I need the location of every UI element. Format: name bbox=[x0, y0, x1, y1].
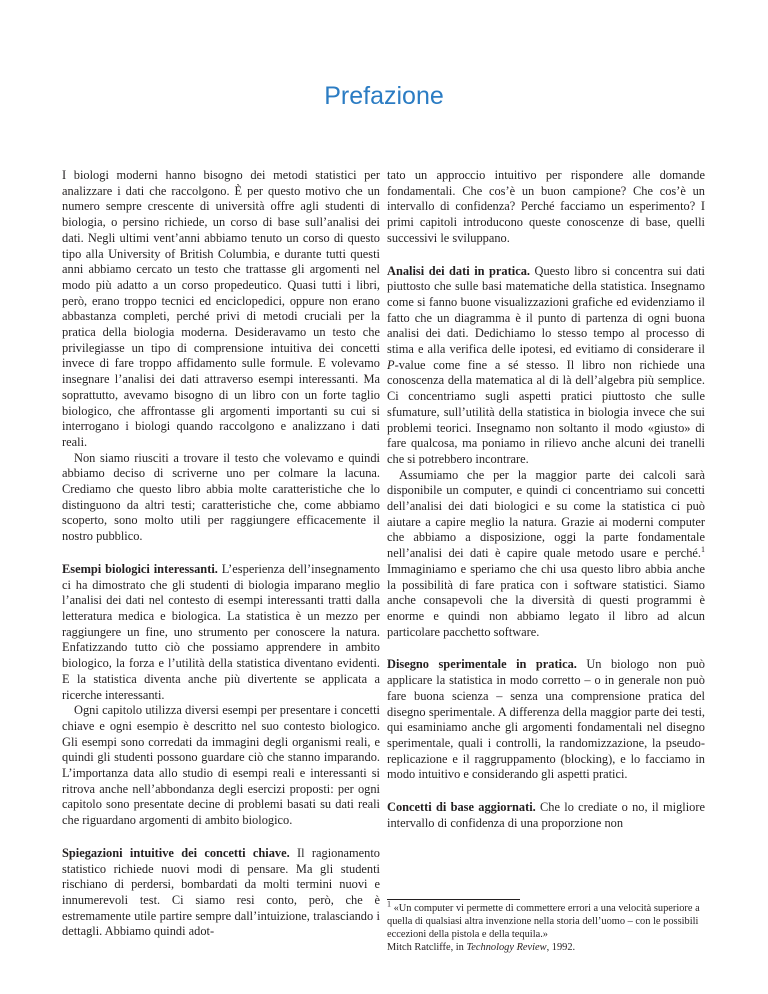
section-text: L’esperienza dell’insegnamento ci ha dimostrato che gli studenti di biologia imparano meglio l’analisi dei dati nel contesto di esempi interessanti tratti dalla letteratura medica e biologica. La statistica è un mezzo per raggiungere un fine, uno strumento per conoscere la natura. Enfatizzando tutto ciò che possiamo apprendere in ambito biologico, la forza e l’utilità della statistica diventano evidenti. E la statistica diventa anche più divertente se applicata a ricerche interessanti. bbox=[62, 561, 380, 702]
section-paragraph bbox=[387, 657, 705, 783]
section-text: Che lo crediate o no, il migliore intervallo di confidenza di una proporzione non bbox=[387, 800, 705, 830]
section-paragraph bbox=[387, 800, 705, 831]
footnote-author: Mitch Ratcliffe, in bbox=[387, 942, 467, 953]
left-column bbox=[62, 168, 380, 940]
section-heading: Esempi biologici interessanti. bbox=[62, 561, 218, 576]
section-paragraph bbox=[62, 846, 380, 940]
section-heading: Analisi dei dati in pratica. bbox=[387, 263, 530, 278]
footnote bbox=[387, 899, 705, 954]
paragraph bbox=[387, 468, 705, 641]
right-column bbox=[387, 168, 705, 831]
section-text: Un biologo non può applicare la statistica in modo corretto – o in generale non può fare buona scienza – senza una comprensione pratica del disegno sperimentale. A differenza della maggior parte dei testi, qui esaminiamo anche gli argomenti fondamentali nel disegno sperimentale, quali i controlli, la randomizzazione, la pseudo-replicazione e il raggruppamento (blocking), e lo facciamo in modo intuitivo e considerando gli aspetti pratici. bbox=[387, 657, 705, 782]
paragraph: tato un approccio intuitivo per rispondere alle domande fondamentali. Che cos’è un buon campione? Che cos’è un intervallo di confidenza? Perché facciamo un esperimento? I primi capitoli introducono queste conoscenze di base, quelli successivi le sviluppano. bbox=[387, 168, 705, 245]
footnote-publication: Technology Review bbox=[466, 942, 547, 953]
page-title: Prefazione bbox=[324, 82, 444, 110]
section-heading: Disegno sperimentale in pratica. bbox=[387, 657, 577, 672]
footnote-source bbox=[387, 941, 705, 954]
section-paragraph bbox=[387, 264, 705, 468]
paragraph-text: Assumiamo che per la maggior parte dei calcoli sarà disponibile un computer, e quindi ci concentriamo sui concetti dell’analisi dei dati biologici e su come la statistica ci può aiutare a capire meglio la natura. Grazie ai moderni computer che abbiamo a disposizione, oggi la parte fondamentale nell’analisi dei dati è capire quale metodo usare e perché. bbox=[387, 467, 705, 561]
footnote-text bbox=[387, 899, 705, 941]
section-paragraph bbox=[62, 562, 380, 703]
p-value-symbol: P bbox=[387, 357, 395, 372]
section-text: Questo libro si concentra sui dati piuttosto che sulle basi matematiche della statistica. Insegnamo come si fanno buone visualizzazioni grafiche ed evidenziamo il fatto che un diagramma è il punto di partenza di ogni buona analisi dei dati. Dedichiamo lo stesso tempo al processo di stima e alla verifica delle ipotesi, ed evitiamo di considerare il P-value come fine a sé stesso. Il libro non richiede una conoscenza della matematica al di là dell’algebra più semplice. Ci concentriamo sugli aspetti pratici piuttosto che sulle sfumature, sull’utilità della statistica in biologia invece che sui problemi teorici. Insegnamo non soltanto il modo «giusto» di fare qualcosa, ma poniamo in rilievo anche alcuni dei tranelli che si potrebbero incontrare. bbox=[387, 263, 705, 466]
paragraph: Ogni capitolo utilizza diversi esempi per presentare i concetti chiave e ogni esempio è descritto nel suo contesto biologico. Gli esempi sono corredati da immagini degli organismi reali, e quindi gli studenti possono guardare ciò che stanno imparando. L’importanza data allo studio di esempi reali e interessanti si ritrova anche nell’abbondanza degli esercizi proposti: per ogni capitolo sono presentate decine di problemi basati su dati reali che riguardano argomenti di ambito biologico. bbox=[62, 703, 380, 828]
paragraph: I biologi moderni hanno bisogno dei metodi statistici per analizzare i dati che raccolgono. È per questo motivo che un numero sempre crescente di università offre agli studenti di biologia, o persino richiede, un corso di base sull’analisi dei dati. Negli ultimi vent’anni abbiamo tenuto un corso di questo tipo alla University of British Columbia, e durante tutti questi anni abbiamo cercato un testo che trattasse gli argomenti nel modo più adatto a un corso propedeutico. Quasi tutti i libri, però, erano troppo tecnici ed enciclopedici, oppure non erano abbastanza completi, perché privi di metodi cruciali per la pratica della biologia moderna. Desideravamo un testo che privilegiasse un tipo di comprensione intuitiva dei concetti invece di fare troppo affidamento sulle formule. E volevamo insegnare l’analisi dei dati attraverso esempi interessanti. Ma soprattutto, avevamo bisogno di un libro con un forte taglio biologico, che affrontasse gli argomenti importanti su cui si interrogano i biologi quando raccolgono e analizzano i dati reali. bbox=[62, 168, 380, 449]
footnote-divider bbox=[387, 899, 520, 900]
footnote-mark: 1 bbox=[387, 899, 391, 909]
footnote-year: , 1992. bbox=[546, 942, 576, 953]
section-text: Il ragionamento statistico richiede nuovi modi di pensare. Ma gli studenti rischiano di perdersi, bombardati da molti termini nuovi e innumerevoli test. Ci siamo resi conto, però, che è estremamente utile partire sempre dall’intuizione, tralasciando i dettagli. Abbiamo quindi adot- bbox=[62, 845, 380, 939]
footnote-quote: «Un computer vi permette di commettere errori a una velocità superiore a quella di qualsiasi altra invenzione nella storia dell’uomo – con le possibili eccezioni della pistola e della tequila.» bbox=[387, 903, 700, 940]
footnote-reference: 1 bbox=[701, 545, 705, 555]
paragraph-text: Immaginiamo e speriamo che chi usa questo libro abbia anche la possibilità di fare pratica con i software statistici. Siamo anche consapevoli che la diversità di questi programmi è enorme e quindi non abbiamo legato il libro ad alcun particolare pacchetto software. bbox=[387, 561, 705, 639]
section-heading: Spiegazioni intuitive dei concetti chiave. bbox=[62, 845, 290, 860]
paragraph: Non siamo riusciti a trovare il testo che volevamo e quindi abbiamo deciso di scriverne uno per colmare la lacuna. Crediamo che questo libro abbia molte caratteristiche che lo distinguono da altri testi; caratteristiche che, come abbiamo scoperto, sono molto utili per raggiungere efficacemente il nostro pubblico. bbox=[62, 450, 380, 544]
section-heading: Concetti di base aggiornati. bbox=[387, 800, 536, 815]
